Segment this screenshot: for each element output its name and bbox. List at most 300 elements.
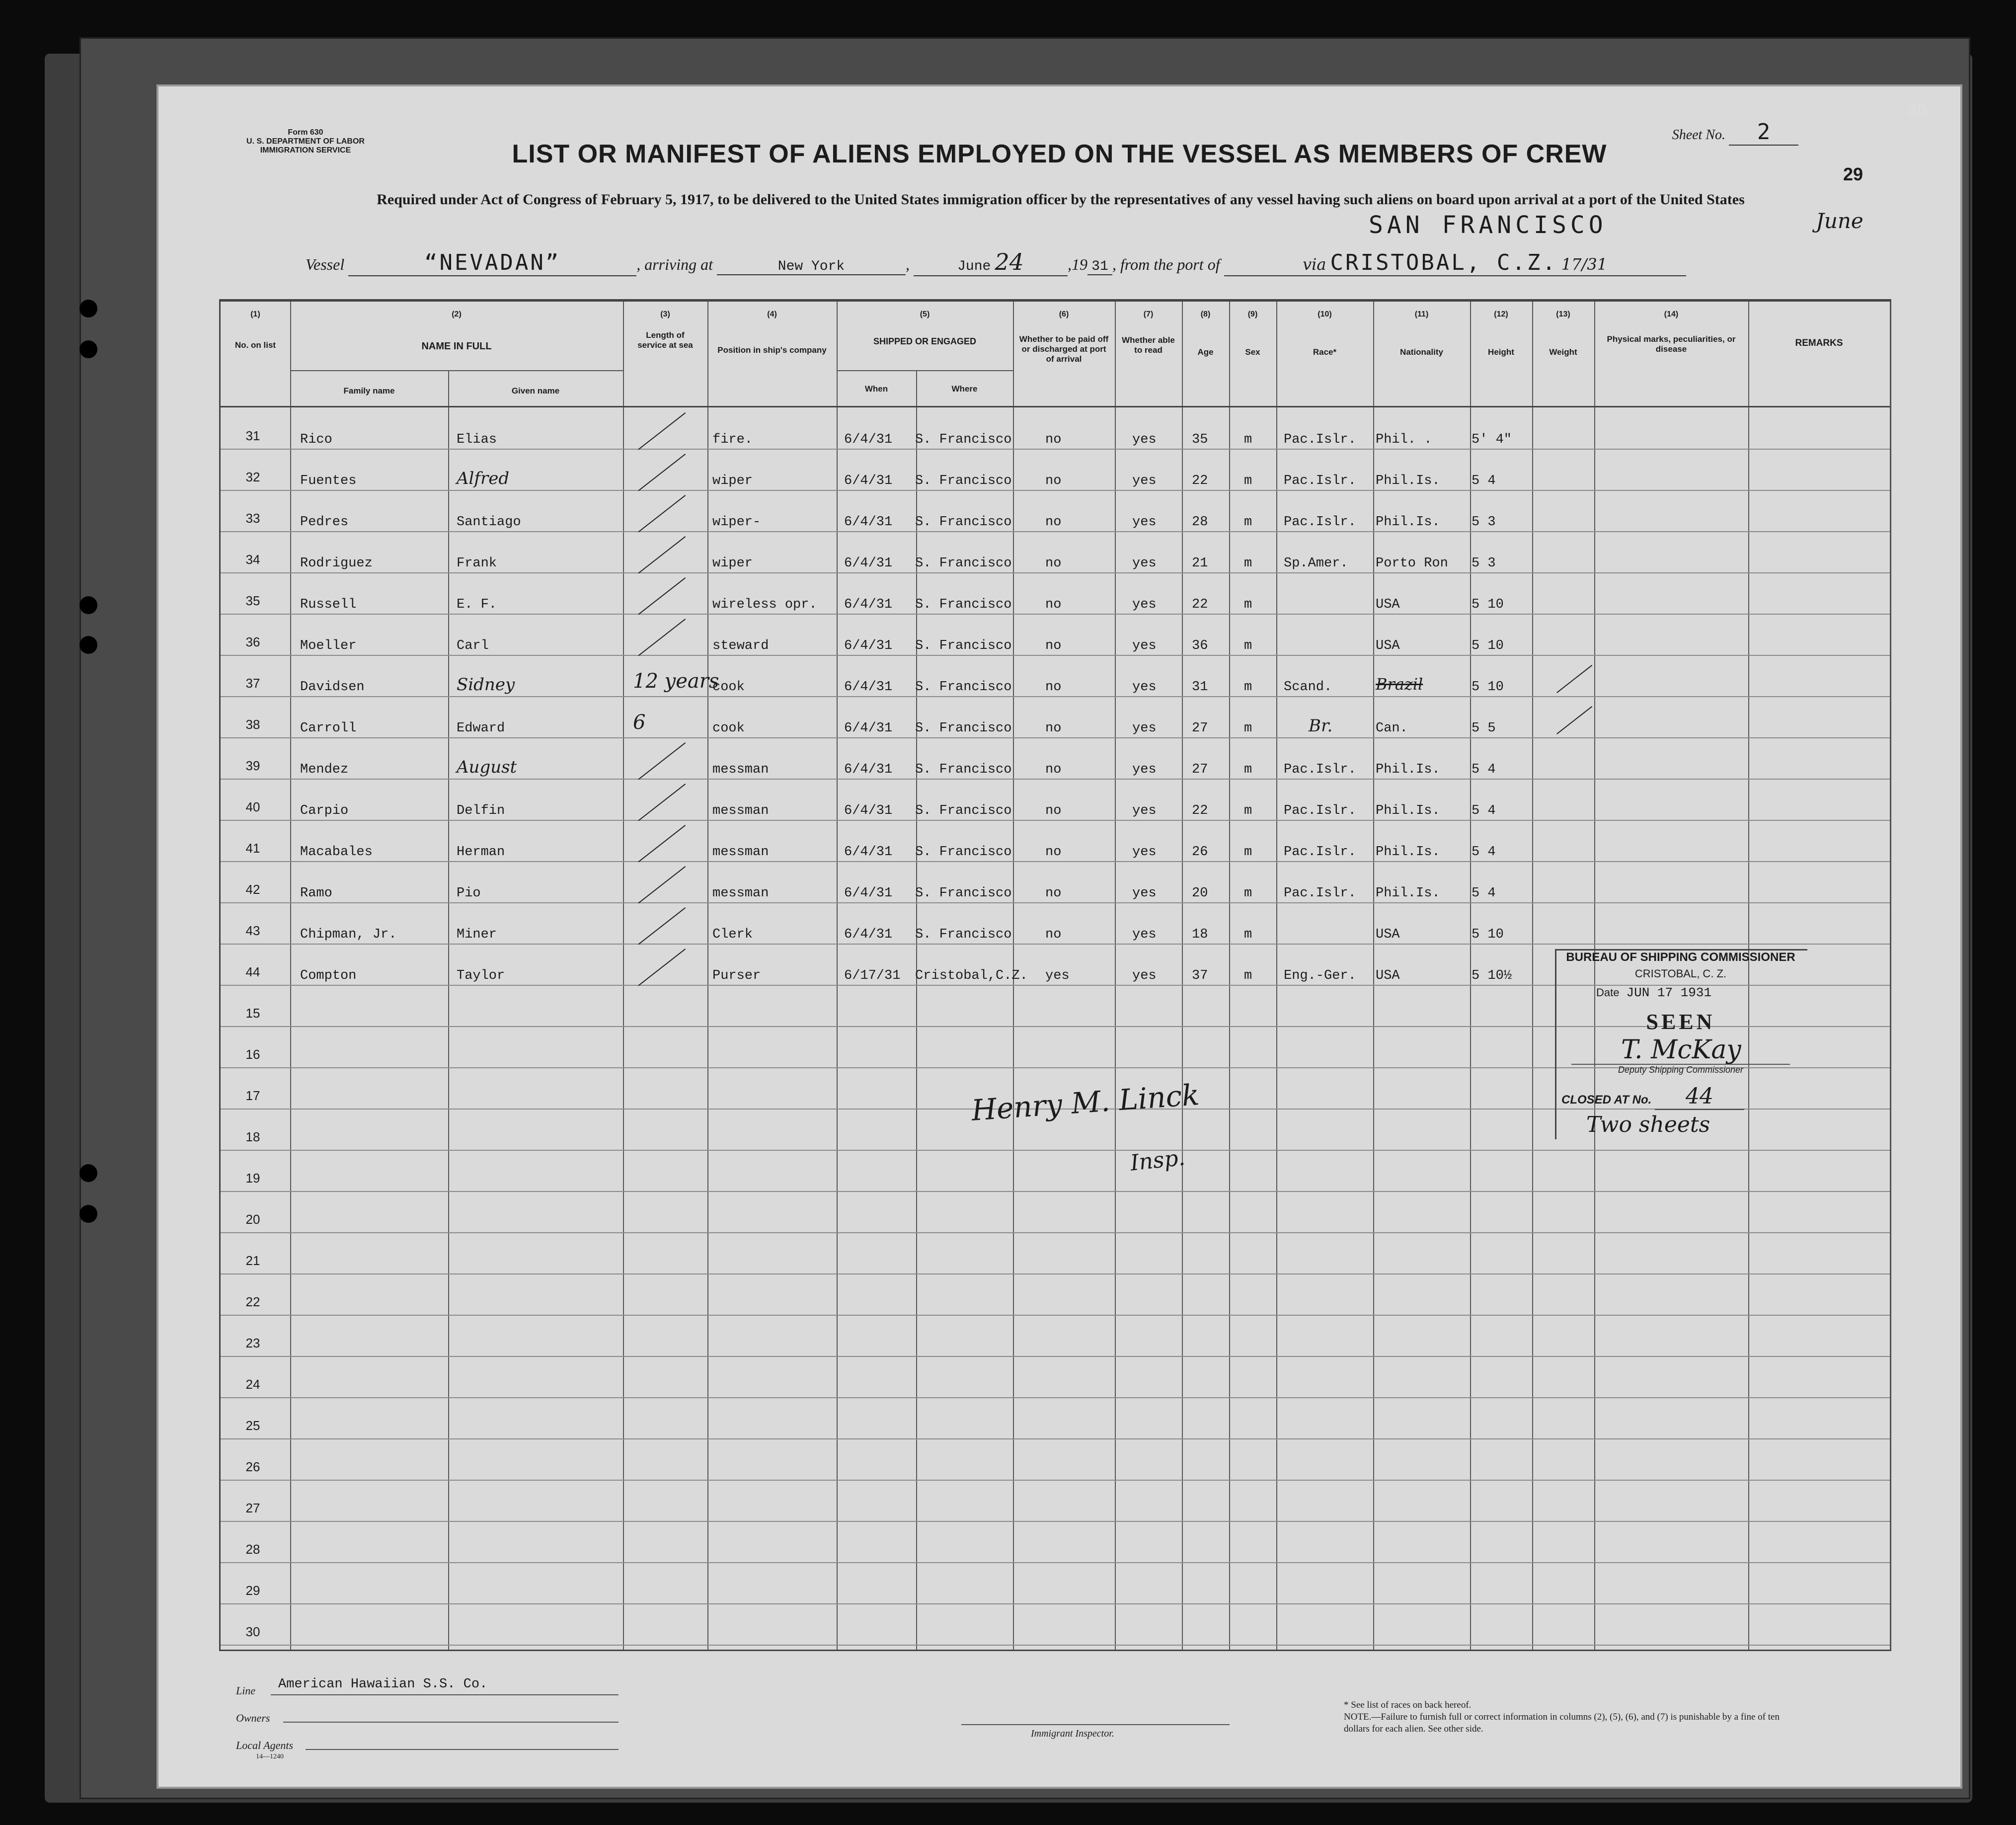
row-number: 37 <box>245 676 260 691</box>
stamp-signature: T. McKay <box>1621 1035 1741 1065</box>
punch-hole <box>79 1205 97 1223</box>
cell-height: 5 4 <box>1472 845 1496 860</box>
footer-owners-label: Owners <box>236 1712 270 1724</box>
stamp-date-label: Date <box>1596 986 1620 999</box>
row-rule <box>221 1480 1890 1481</box>
cell-read: yes <box>1132 721 1157 736</box>
cell-family: Moeller <box>300 638 357 653</box>
row-number: 34 <box>245 552 260 567</box>
check-mark <box>638 784 686 821</box>
cell-position: cook <box>712 680 745 695</box>
cell-sex: m <box>1244 638 1252 653</box>
header-name-in-full: NAME IN FULL <box>421 341 492 352</box>
cell-age: 22 <box>1192 474 1208 488</box>
row-rule <box>221 572 1890 573</box>
cell-race: Scand. <box>1284 680 1332 695</box>
row-number: 27 <box>245 1501 260 1515</box>
col-num-7: (7) <box>1143 310 1154 318</box>
row-rule <box>221 737 1890 738</box>
cell-nationality: Phil.Is. <box>1376 845 1440 860</box>
row-number: 40 <box>245 799 260 814</box>
row-rule <box>221 696 1890 697</box>
cell-given: August <box>457 757 517 777</box>
page-subtitle: Required under Act of Congress of February 5, 1917, to be delivered to the United States immigration officer by the representatives of any vessel having such aliens on board upon arrival at a port of the United States <box>377 191 1745 208</box>
col-num-9: (9) <box>1247 310 1258 318</box>
stamp-seen: SEEN <box>1646 1010 1715 1034</box>
check-mark <box>638 949 686 986</box>
cell-when: 6/4/31 <box>844 803 893 818</box>
cell-sex: m <box>1244 886 1252 901</box>
row-number: 17 <box>245 1088 260 1103</box>
cell-family: Rico <box>300 432 332 447</box>
stamp-two-sheets: Two sheets <box>1586 1112 1710 1137</box>
weight-check-mark <box>1556 665 1592 693</box>
cell-position: wireless opr. <box>712 597 817 612</box>
cell-position: wiper <box>712 556 753 571</box>
row-rule <box>221 1562 1890 1563</box>
cell-height: 5 4 <box>1472 803 1496 818</box>
cell-read: yes <box>1132 680 1157 695</box>
cell-race: Sp.Amer. <box>1284 556 1348 571</box>
row-rule <box>221 1438 1890 1439</box>
row-number: 16 <box>245 1047 260 1062</box>
col-num-13: (13) <box>1556 310 1570 318</box>
cell-read: yes <box>1132 474 1157 488</box>
cell-nationality: Phil. . <box>1376 432 1432 447</box>
punch-hole <box>79 596 97 614</box>
stamp-closed-number: 44 <box>1655 1084 1744 1110</box>
row-rule <box>221 614 1890 615</box>
cell-paid: no <box>1045 432 1062 447</box>
row-number: 32 <box>245 470 260 484</box>
cell-paid: no <box>1045 515 1062 530</box>
row-number: 31 <box>245 428 260 443</box>
cell-age: 27 <box>1192 721 1208 736</box>
cell-where: S. Francisco <box>915 474 1012 488</box>
cell-height: 5 4 <box>1472 474 1496 488</box>
row-rule <box>221 902 1890 903</box>
cell-family: Fuentes <box>300 474 357 488</box>
cell-given: Pio <box>457 886 481 901</box>
cell-read: yes <box>1132 845 1157 860</box>
col-num-11: (11) <box>1414 310 1429 318</box>
cell-family: Russell <box>300 597 357 612</box>
cell-nationality: Can. <box>1376 721 1408 736</box>
cell-height: 5 10 <box>1472 638 1504 653</box>
cell-age: 35 <box>1192 432 1208 447</box>
row-number: 30 <box>245 1624 260 1639</box>
check-mark <box>638 577 686 615</box>
cell-nationality: Brazil <box>1376 675 1423 694</box>
cell-where: S. Francisco <box>915 597 1012 612</box>
header-no-on-list: No. on list <box>234 340 276 350</box>
col-num-10: (10) <box>1318 310 1332 318</box>
cell-nationality: Phil.Is. <box>1376 886 1440 901</box>
cell-race: Pac.Islr. <box>1284 474 1356 488</box>
cell-where: S. Francisco <box>915 515 1012 530</box>
row-rule <box>221 1273 1890 1274</box>
cell-read: yes <box>1132 432 1157 447</box>
cell-when: 6/4/31 <box>844 638 893 653</box>
cell-given: Edward <box>457 721 505 736</box>
cell-height: 5 3 <box>1472 515 1496 530</box>
row-number: 21 <box>245 1253 260 1268</box>
cell-where: S. Francisco <box>915 762 1012 777</box>
cell-read: yes <box>1132 927 1157 942</box>
page-title: LIST OR MANIFEST OF ALIENS EMPLOYED ON THE VESSEL AS MEMBERS OF CREW <box>512 140 1607 168</box>
sheet-number-value: 2 <box>1729 119 1798 146</box>
year-suffix: 31 <box>1087 259 1112 275</box>
inspector-title-signature: Insp. <box>1129 1145 1186 1176</box>
cell-height: 5 4 <box>1472 762 1496 777</box>
cell-when: 6/4/31 <box>844 845 893 860</box>
from-port-field <box>1224 250 1686 276</box>
cell-family: Pedres <box>300 515 349 530</box>
header-length-of-service: Length of service at sea <box>637 330 693 350</box>
page-number-secondary: 30 <box>1907 99 1927 120</box>
cell-where: S. Francisco <box>915 927 1012 942</box>
cell-race: Pac.Islr. <box>1284 762 1356 777</box>
col-num-3: (3) <box>660 310 670 318</box>
cell-position: steward <box>712 638 769 653</box>
cell-read: yes <box>1132 515 1157 530</box>
cell-height: 5 10 <box>1472 927 1504 942</box>
cell-age: 31 <box>1192 680 1208 695</box>
check-mark <box>638 454 686 491</box>
cell-paid: no <box>1045 474 1062 488</box>
cell-where: S. Francisco <box>915 886 1012 901</box>
stamp-bureau: BUREAU OF SHIPPING COMMISSIONER <box>1566 951 1795 964</box>
cell-sex: m <box>1244 432 1252 447</box>
cell-when: 6/4/31 <box>844 762 893 777</box>
cell-position: Clerk <box>712 927 753 942</box>
cell-given: Sidney <box>457 675 515 695</box>
punch-hole <box>79 636 97 654</box>
cell-when: 6/17/31 <box>844 968 901 983</box>
cell-height: 5 10 <box>1472 680 1504 695</box>
check-mark <box>638 412 686 450</box>
form-number: Form 630 <box>288 128 323 137</box>
cell-height: 5 3 <box>1472 556 1496 571</box>
row-rule <box>221 655 1890 656</box>
cell-age: 18 <box>1192 927 1208 942</box>
header-age: Age <box>1197 347 1214 357</box>
header-shipped-or-engaged: SHIPPED OR ENGAGED <box>873 336 977 346</box>
row-number: 24 <box>245 1377 260 1392</box>
cell-sex: m <box>1244 515 1252 530</box>
cell-given: Taylor <box>457 968 505 983</box>
cell-position: messman <box>712 803 769 818</box>
cell-paid: no <box>1045 597 1062 612</box>
footer-agents-rule <box>306 1749 619 1750</box>
cell-sex: m <box>1244 474 1252 488</box>
col-num-6: (6) <box>1059 310 1069 318</box>
header-paid-off: Whether to be paid off or discharged at port of arrival <box>1019 334 1109 364</box>
check-mark <box>638 742 686 780</box>
header-race: Race* <box>1313 347 1337 357</box>
cell-when: 6/4/31 <box>844 927 893 942</box>
cell-position: wiper- <box>712 515 761 530</box>
row-number: 33 <box>245 511 260 526</box>
stamp-closed-label: CLOSED AT No. <box>1561 1093 1652 1107</box>
row-number: 26 <box>245 1459 260 1474</box>
cell-given: Miner <box>457 927 497 942</box>
header-where: Where <box>951 384 978 394</box>
row-number: 20 <box>245 1212 260 1227</box>
cell-given: E. F. <box>457 597 497 612</box>
cell-where: S. Francisco <box>915 432 1012 447</box>
stamp-date-value: JUN 17 1931 <box>1626 985 1712 1000</box>
cell-race: Pac.Islr. <box>1284 845 1356 860</box>
cell-paid: no <box>1045 762 1062 777</box>
row-number: 22 <box>245 1294 260 1309</box>
cell-paid: no <box>1045 803 1062 818</box>
cell-family: Chipman, Jr. <box>300 927 397 942</box>
cell-position: fire. <box>712 432 753 447</box>
check-mark <box>638 536 686 573</box>
row-rule <box>221 1356 1890 1357</box>
cell-where: S. Francisco <box>915 638 1012 653</box>
cell-when: 6/4/31 <box>844 474 893 488</box>
header-remarks: REMARKS <box>1795 338 1843 348</box>
punch-hole <box>79 340 97 358</box>
cell-given: Alfred <box>457 469 510 488</box>
cell-paid: no <box>1045 680 1062 695</box>
cell-age: 20 <box>1192 886 1208 901</box>
vessel-name: “NEVADAN” <box>348 250 636 276</box>
header-height: Height <box>1488 347 1514 357</box>
row-number: 36 <box>245 635 260 649</box>
header-when: When <box>864 384 888 394</box>
from-via: via <box>1303 255 1326 274</box>
row-rule <box>221 490 1890 491</box>
col-num-8: (8) <box>1200 310 1211 318</box>
cell-race: Pac.Islr. <box>1284 886 1356 901</box>
cell-paid: no <box>1045 721 1062 736</box>
cell-height: 5 10 <box>1472 597 1504 612</box>
weight-check-mark <box>1556 706 1592 734</box>
cell-when: 6/4/31 <box>844 515 893 530</box>
header-position: Position in ship's company <box>717 345 827 355</box>
cell-nationality: USA <box>1376 638 1400 653</box>
cell-sex: m <box>1244 721 1252 736</box>
cell-nationality: USA <box>1376 597 1400 612</box>
check-mark <box>638 825 686 862</box>
cell-where: Cristobal,C.Z. <box>915 968 1028 983</box>
cell-read: yes <box>1132 886 1157 901</box>
cell-when: 6/4/31 <box>844 680 893 695</box>
row-rule <box>221 1232 1890 1233</box>
sheet-number-label: Sheet No. <box>1672 127 1725 143</box>
cell-paid: no <box>1045 886 1062 901</box>
row-number: 28 <box>245 1542 260 1557</box>
cell-read: yes <box>1132 597 1157 612</box>
cell-paid: no <box>1045 845 1062 860</box>
cell-age: 22 <box>1192 803 1208 818</box>
cell-nationality: USA <box>1376 927 1400 942</box>
cell-nationality: Phil.Is. <box>1376 803 1440 818</box>
cell-given: Delfin <box>457 803 505 818</box>
cell-read: yes <box>1132 638 1157 653</box>
cell-sex: m <box>1244 762 1252 777</box>
cell-family: Carpio <box>300 803 349 818</box>
cell-when: 6/4/31 <box>844 432 893 447</box>
cell-sex: m <box>1244 968 1252 983</box>
row-number: 41 <box>245 841 260 856</box>
footer-agents-label: Local Agents <box>236 1739 294 1751</box>
from-port: CRISTOBAL, C.Z. <box>1330 250 1557 275</box>
cell-height: 5 4 <box>1472 886 1496 901</box>
row-number: 42 <box>245 882 260 897</box>
row-rule <box>221 1191 1890 1192</box>
row-number: 19 <box>245 1171 260 1186</box>
cell-age: 28 <box>1192 515 1208 530</box>
cell-sex: m <box>1244 803 1252 818</box>
manifest-sheet <box>156 84 1962 1789</box>
cell-sex: m <box>1244 845 1252 860</box>
cell-family: Carroll <box>300 721 357 736</box>
row-number: 44 <box>245 964 260 979</box>
row-number: 15 <box>245 1006 260 1021</box>
header-sex: Sex <box>1245 347 1260 357</box>
cell-when: 6/4/31 <box>844 556 893 571</box>
cell-age: 37 <box>1192 968 1208 983</box>
footer-line-rule <box>271 1694 619 1695</box>
cell-height: 5 5 <box>1472 721 1496 736</box>
cell-age: 22 <box>1192 597 1208 612</box>
cell-given: Herman <box>457 845 505 860</box>
stamp-officer: Deputy Shipping Commissioner <box>1571 1064 1790 1075</box>
cell-position: wiper <box>712 474 753 488</box>
header-family-name: Family name <box>343 386 395 396</box>
cell-where: S. Francisco <box>915 556 1012 571</box>
cell-paid: no <box>1045 556 1062 571</box>
cell-given: Frank <box>457 556 497 571</box>
cell-sex: m <box>1244 597 1252 612</box>
cell-race: Br. <box>1309 716 1333 736</box>
cell-sex: m <box>1244 556 1252 571</box>
cell-service: 6 <box>633 711 646 734</box>
row-rule <box>221 1603 1890 1604</box>
check-mark <box>638 866 686 903</box>
cell-age: 21 <box>1192 556 1208 571</box>
cell-nationality: Phil.Is. <box>1376 474 1440 488</box>
row-number: 38 <box>245 717 260 732</box>
page-number: 29 <box>1843 164 1863 184</box>
punch-hole <box>79 300 97 317</box>
row-rule <box>221 861 1890 862</box>
check-mark <box>638 495 686 532</box>
cell-given: Elias <box>457 432 497 447</box>
header-nationality: Nationality <box>1400 347 1443 357</box>
row-rule <box>221 1521 1890 1522</box>
inspector-signature-rule <box>961 1724 1230 1725</box>
stamp-closed <box>1561 1084 1744 1110</box>
cell-sex: m <box>1244 680 1252 695</box>
cell-service: 12 years <box>633 670 719 693</box>
cell-nationality: USA <box>1376 968 1400 983</box>
cell-family: Rodriguez <box>300 556 373 571</box>
cell-when: 6/4/31 <box>844 597 893 612</box>
cell-where: S. Francisco <box>915 803 1012 818</box>
cell-read: yes <box>1132 762 1157 777</box>
col-num-14: (14) <box>1664 310 1679 318</box>
cell-family: Macabales <box>300 845 373 860</box>
col-num-2: (2) <box>452 310 462 318</box>
cell-sex: m <box>1244 927 1252 942</box>
vessel-label: Vessel <box>306 255 345 273</box>
cell-race: Eng.-Ger. <box>1284 968 1356 983</box>
cell-family: Compton <box>300 968 357 983</box>
stamp-location: CRISTOBAL, C. Z. <box>1634 967 1727 980</box>
check-mark <box>638 907 686 945</box>
row-number: 25 <box>245 1418 260 1433</box>
cell-position: cook <box>712 721 745 736</box>
row-rule <box>221 1150 1890 1151</box>
footer-note-penalty: NOTE.—Failure to furnish full or correct information in columns (2), (5), (6), and (7) is punishable by a fine of ten dollars for each alien. See other side. <box>1344 1712 1780 1734</box>
cell-paid: no <box>1045 927 1062 942</box>
check-mark <box>638 619 686 656</box>
row-number: 18 <box>245 1129 260 1144</box>
row-number: 39 <box>245 758 260 773</box>
cell-nationality: Porto Ron <box>1376 556 1448 571</box>
shipping-commissioner-stamp <box>1555 949 1807 1139</box>
row-number: 35 <box>245 593 260 608</box>
row-rule <box>221 1397 1890 1398</box>
footer-inspector-label: Immigrant Inspector. <box>1031 1728 1114 1739</box>
cell-where: S. Francisco <box>915 845 1012 860</box>
cell-where: S. Francisco <box>915 680 1012 695</box>
cell-read: yes <box>1132 968 1157 983</box>
header-given-name: Given name <box>511 386 560 396</box>
arrival-day: 24 <box>995 248 1024 275</box>
cell-race: Pac.Islr. <box>1284 803 1356 818</box>
from-port-handwritten: SAN FRANCISCO <box>1369 211 1607 239</box>
cell-family: Davidsen <box>300 680 365 695</box>
cell-where: S. Francisco <box>915 721 1012 736</box>
cell-race: Pac.Islr. <box>1284 432 1356 447</box>
cell-read: yes <box>1132 556 1157 571</box>
arriving-port: New York <box>717 259 906 275</box>
col-num-12: (12) <box>1494 310 1508 318</box>
cell-family: Mendez <box>300 762 349 777</box>
cell-position: messman <box>712 845 769 860</box>
year-prefix: ,19 <box>1067 255 1087 273</box>
col-num-5: (5) <box>920 310 930 318</box>
cell-race: Pac.Islr. <box>1284 515 1356 530</box>
header-physical-marks: Physical marks, peculiarities, or disease <box>1607 334 1736 354</box>
department: U. S. DEPARTMENT OF LABOR <box>246 137 365 146</box>
footer-line-value: American Hawaiian S.S. Co. <box>278 1677 488 1692</box>
row-rule <box>221 1645 1890 1646</box>
cell-age: 36 <box>1192 638 1208 653</box>
cell-position: Purser <box>712 968 761 983</box>
cell-when: 6/4/31 <box>844 886 893 901</box>
cell-family: Ramo <box>300 886 332 901</box>
col-num-1: (1) <box>250 310 260 318</box>
row-number: 43 <box>245 923 260 938</box>
cell-height: 5 10½ <box>1472 968 1512 983</box>
inspector-signature: Henry M. Linck <box>970 1078 1201 1127</box>
arriving-label: arriving at <box>644 255 713 273</box>
from-date: 17/31 <box>1561 255 1608 274</box>
cell-given: Carl <box>457 638 489 653</box>
punch-hole <box>79 1164 97 1182</box>
cell-nationality: Phil.Is. <box>1376 515 1440 530</box>
footer-line-label: Line <box>236 1684 256 1697</box>
row-rule <box>221 449 1890 450</box>
service: IMMIGRATION SERVICE <box>260 146 351 155</box>
